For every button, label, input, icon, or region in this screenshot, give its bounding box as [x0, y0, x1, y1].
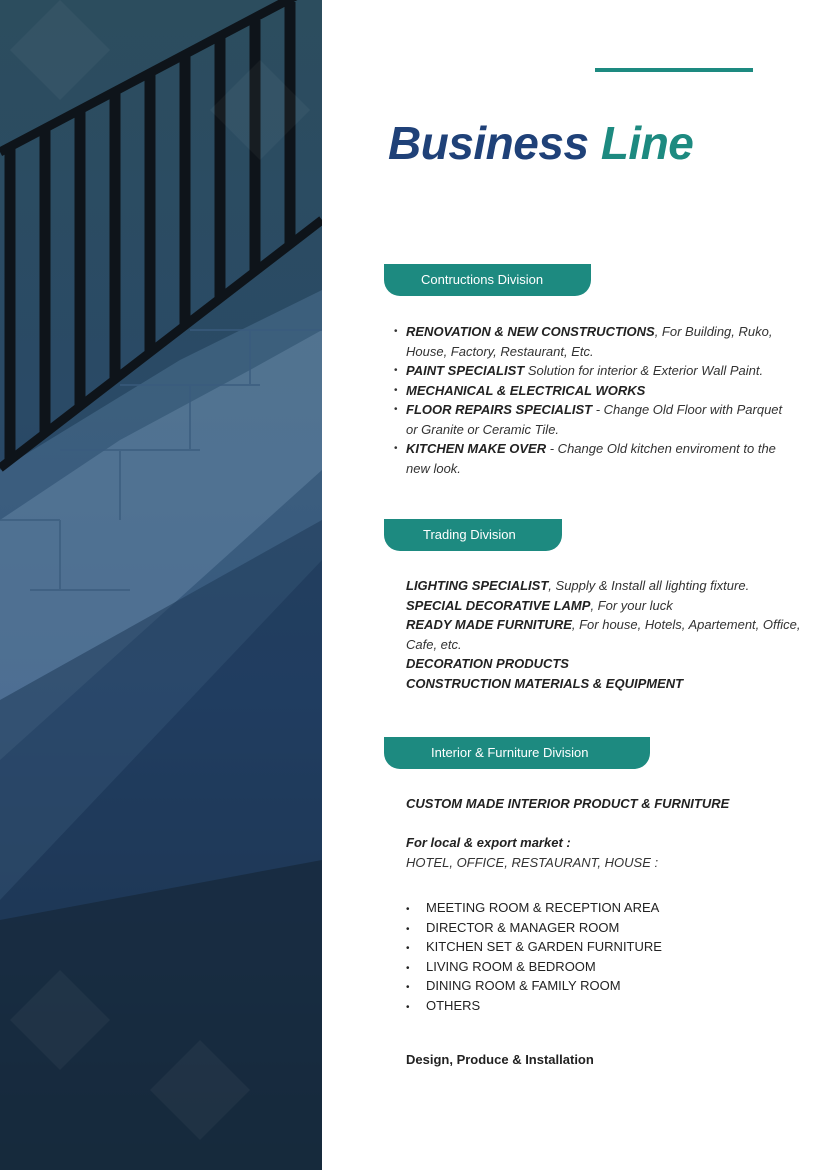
staircase-photo [0, 0, 322, 1170]
list-item: • FLOOR REPAIRS SPECIALIST - Change Old Floor with Parquet or Granite or Ceramic Tile. [394, 400, 794, 439]
page-title [388, 116, 693, 170]
list-item: LIGHTING SPECIALIST, Supply & Install all lighting fixture. [406, 578, 750, 593]
construction-division-header: Contructions Division [384, 264, 591, 296]
list-item: • PAINT SPECIALIST Solution for interior & Exterior Wall Paint. [394, 361, 794, 381]
title-word-line: Line [600, 117, 694, 169]
list-item: • LIVING ROOM & BEDROOM [406, 957, 662, 977]
list-item: READY MADE FURNITURE, For house, Hotels, Apartement, Office, Cafe, etc. [406, 617, 801, 652]
accent-line [595, 68, 753, 72]
list-item: • DIRECTOR & MANAGER ROOM [406, 918, 662, 938]
title-word-business: Business [388, 117, 589, 169]
list-item: CONSTRUCTION MATERIALS & EQUIPMENT [406, 675, 684, 691]
interior-division-header: Interior & Furniture Division [384, 737, 650, 769]
footer-text: Design, Produce & Installation [406, 1052, 594, 1067]
market-title: For local & export market : [406, 835, 571, 850]
market-text: HOTEL, OFFICE, RESTAURANT, HOUSE : [406, 855, 659, 870]
list-item: • OTHERS [406, 996, 662, 1016]
list-item: • KITCHEN SET & GARDEN FURNITURE [406, 937, 662, 957]
custom-made-heading: CUSTOM MADE INTERIOR PRODUCT & FURNITURE [406, 796, 730, 811]
list-item: • RENOVATION & NEW CONSTRUCTIONS, For Building, Ruko, House, Factory, Restaurant, Etc. [394, 322, 794, 361]
list-item: • KITCHEN MAKE OVER - Change Old kitchen enviroment to the new look. [394, 439, 794, 478]
list-item: • MEETING ROOM & RECEPTION AREA [406, 898, 662, 918]
list-item: • DINING ROOM & FAMILY ROOM [406, 976, 662, 996]
construction-list [394, 322, 794, 478]
rooms-list [406, 898, 662, 1015]
list-item: DECORATION PRODUCTS [406, 656, 569, 671]
list-item: SPECIAL DECORATIVE LAMP, For your luck [406, 597, 673, 613]
trading-division-header: Trading Division [384, 519, 562, 551]
list-item: • MECHANICAL & ELECTRICAL WORKS [394, 381, 794, 401]
trading-list [406, 576, 801, 693]
staircase-illustration [0, 0, 322, 1170]
